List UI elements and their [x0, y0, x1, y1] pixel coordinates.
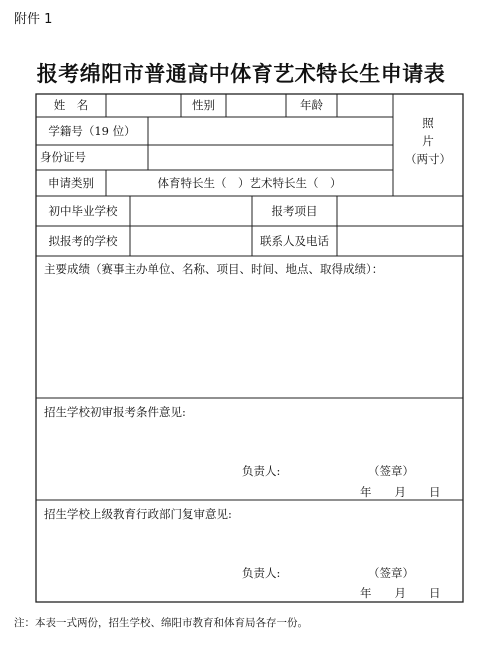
first-review-seal-label: （签章）	[368, 464, 414, 478]
second-review-date-label: 年 月 日	[360, 586, 441, 600]
photo-label-3: （两寸）	[405, 152, 451, 166]
junior-school-field[interactable]	[130, 204, 252, 220]
name-field[interactable]	[106, 98, 181, 114]
target-school-label: 拟报考的学校	[48, 234, 118, 248]
second-review-label: 招生学校上级教育行政部门复审意见:	[44, 507, 232, 521]
student-id-label: 学籍号（19 位）	[48, 124, 136, 138]
first-review-responsible-label: 负责人:	[242, 464, 281, 478]
first-review-label: 招生学校初审报考条件意见:	[44, 405, 186, 419]
first-review-date-label: 年 月 日	[360, 485, 441, 499]
photo-box[interactable]	[393, 94, 463, 196]
apply-type-options[interactable]: 体育特长生（ ）艺术特长生（ ）	[157, 176, 342, 190]
age-label: 年龄	[300, 98, 323, 112]
id-card-field[interactable]	[148, 150, 393, 166]
name-label: 姓 名	[53, 98, 89, 112]
target-school-field[interactable]	[130, 234, 252, 250]
age-field[interactable]	[337, 98, 393, 114]
second-review-seal-label: （签章）	[368, 566, 414, 580]
footer-note: 注：本表一式两份，招生学校、绵阳市教育和体育局各存一份。	[14, 617, 308, 629]
apply-item-label: 报考项目	[271, 204, 318, 218]
attachment-label: 附件 1	[14, 12, 53, 27]
contact-label: 联系人及电话	[260, 234, 329, 248]
id-card-label: 身份证号	[40, 150, 86, 164]
contact-field[interactable]	[337, 234, 463, 250]
second-review-responsible-label: 负责人:	[242, 566, 281, 580]
achievements-label: 主要成绩（赛事主办单位、名称、项目、时间、地点、取得成绩）：	[44, 262, 384, 276]
gender-field[interactable]	[226, 98, 286, 114]
photo-label-1: 照	[422, 116, 434, 130]
achievements-field[interactable]	[44, 282, 456, 392]
photo-label-2: 片	[422, 134, 434, 148]
junior-school-label: 初中毕业学校	[48, 204, 118, 218]
student-id-field[interactable]	[148, 124, 393, 140]
gender-label: 性别	[192, 98, 215, 112]
apply-item-field[interactable]	[337, 204, 463, 220]
page-title: 报考绵阳市普通高中体育艺术特长生申请表	[36, 61, 446, 86]
apply-type-label: 申请类别	[48, 176, 94, 190]
